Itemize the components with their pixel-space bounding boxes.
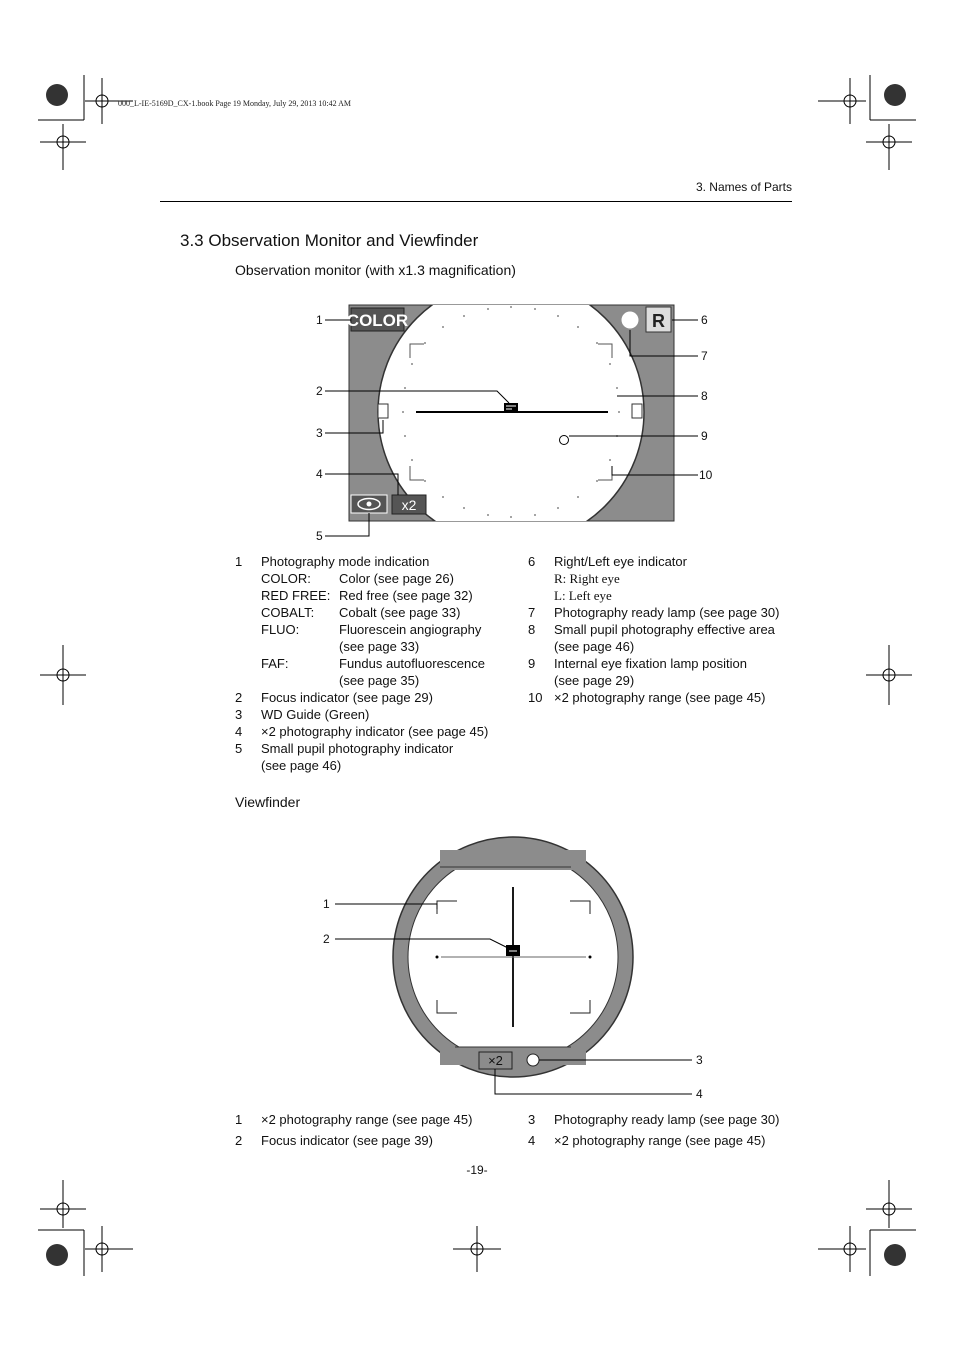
legend-term: FLUO: — [261, 622, 300, 637]
legend-term: COLOR: — [261, 571, 311, 586]
legend-term: COBALT: — [261, 605, 315, 620]
legend-num: 1 — [235, 554, 243, 569]
eye-badge-text: R — [652, 311, 665, 331]
callout-1: 1 — [316, 313, 323, 327]
legend-term: FAF: — [261, 656, 289, 671]
legend-desc: Red free (see page 32) — [339, 588, 473, 603]
legend-num: 2 — [235, 1133, 243, 1148]
viewfinder-subtitle: Viewfinder — [235, 794, 301, 810]
legend-desc: Cobalt (see page 33) — [339, 605, 461, 620]
legend-desc: Fundus autofluorescence — [339, 656, 485, 671]
callout-3: 3 — [316, 426, 323, 440]
monitor-subtitle: Observation monitor (with x1.3 magnification) — [235, 262, 516, 278]
legend-desc: (see page 35) — [339, 673, 420, 688]
callout-8: 8 — [701, 389, 708, 403]
legend-num: 1 — [235, 1112, 243, 1127]
legend-desc: (see page 33) — [339, 639, 420, 654]
legend-text: Photography ready lamp (see page 30) — [554, 605, 780, 620]
vf-callout-1: 1 — [323, 897, 330, 911]
legend-text: Focus indicator (see page 39) — [261, 1133, 433, 1148]
legend-text: ×2 photography range (see page 45) — [554, 1133, 766, 1148]
page-number: -19- — [466, 1163, 488, 1177]
legend-num: 4 — [235, 724, 243, 739]
legend-text: Small pupil photography effective area — [554, 622, 775, 637]
legend-num: 8 — [528, 622, 536, 637]
vf-callout-3: 3 — [696, 1053, 703, 1067]
legend-text: Photography mode indication — [261, 554, 430, 569]
legend-text: L: Left eye — [554, 588, 612, 603]
mode-badge-text: COLOR — [346, 311, 409, 330]
legend-term: RED FREE: — [261, 588, 331, 603]
legend-text: ×2 photography indicator (see page 45) — [261, 724, 489, 739]
running-header: 3. Names of Parts — [695, 180, 792, 194]
legend-num: 10 — [528, 690, 543, 705]
legend-text: WD Guide (Green) — [261, 707, 370, 722]
legend-text: ×2 photography range (see page 45) — [261, 1112, 473, 1127]
vf-ready-lamp-icon — [527, 1054, 539, 1066]
legend-num: 9 — [528, 656, 536, 671]
print-info-line: 000_L-IE-5169D_CX-1.book Page 19 Monday, July 29, 2013 10:42 AM — [118, 99, 352, 108]
legend-num: 3 — [528, 1112, 536, 1127]
legend-text: Small pupil photography indicator — [261, 741, 454, 756]
legend-num: 5 — [235, 741, 243, 756]
vf-callout-2: 2 — [323, 932, 330, 946]
legend-text: Photography ready lamp (see page 30) — [554, 1112, 780, 1127]
vf-zoom-badge-text: ×2 — [488, 1053, 503, 1068]
callout-7: 7 — [701, 349, 708, 363]
legend-num: 6 — [528, 554, 536, 569]
callout-4: 4 — [316, 467, 323, 481]
legend-text: R: Right eye — [554, 571, 620, 586]
legend-text: (see page 46) — [261, 758, 342, 773]
legend-desc: Color (see page 26) — [339, 571, 454, 586]
legend-desc: Fluorescein angiography — [339, 622, 482, 637]
legend-text: ×2 photography range (see page 45) — [554, 690, 766, 705]
section-title: 3.3 Observation Monitor and Viewfinder — [180, 231, 479, 250]
legend-text: Focus indicator (see page 29) — [261, 690, 433, 705]
legend-text: Internal eye fixation lamp position — [554, 656, 747, 671]
legend-text: (see page 29) — [554, 673, 635, 688]
legend-text: Right/Left eye indicator — [554, 554, 687, 569]
callout-10: 10 — [699, 468, 713, 482]
legend-num: 7 — [528, 605, 536, 620]
callout-9: 9 — [701, 429, 708, 443]
callout-2: 2 — [316, 384, 323, 398]
legend-num: 2 — [235, 690, 243, 705]
callout-5: 5 — [316, 529, 323, 543]
vf-callout-4: 4 — [696, 1087, 703, 1101]
callout-6: 6 — [701, 313, 708, 327]
legend-text: (see page 46) — [554, 639, 635, 654]
legend-num: 4 — [528, 1133, 536, 1148]
zoom-badge-text: x2 — [401, 497, 417, 513]
legend-num: 3 — [235, 707, 243, 722]
